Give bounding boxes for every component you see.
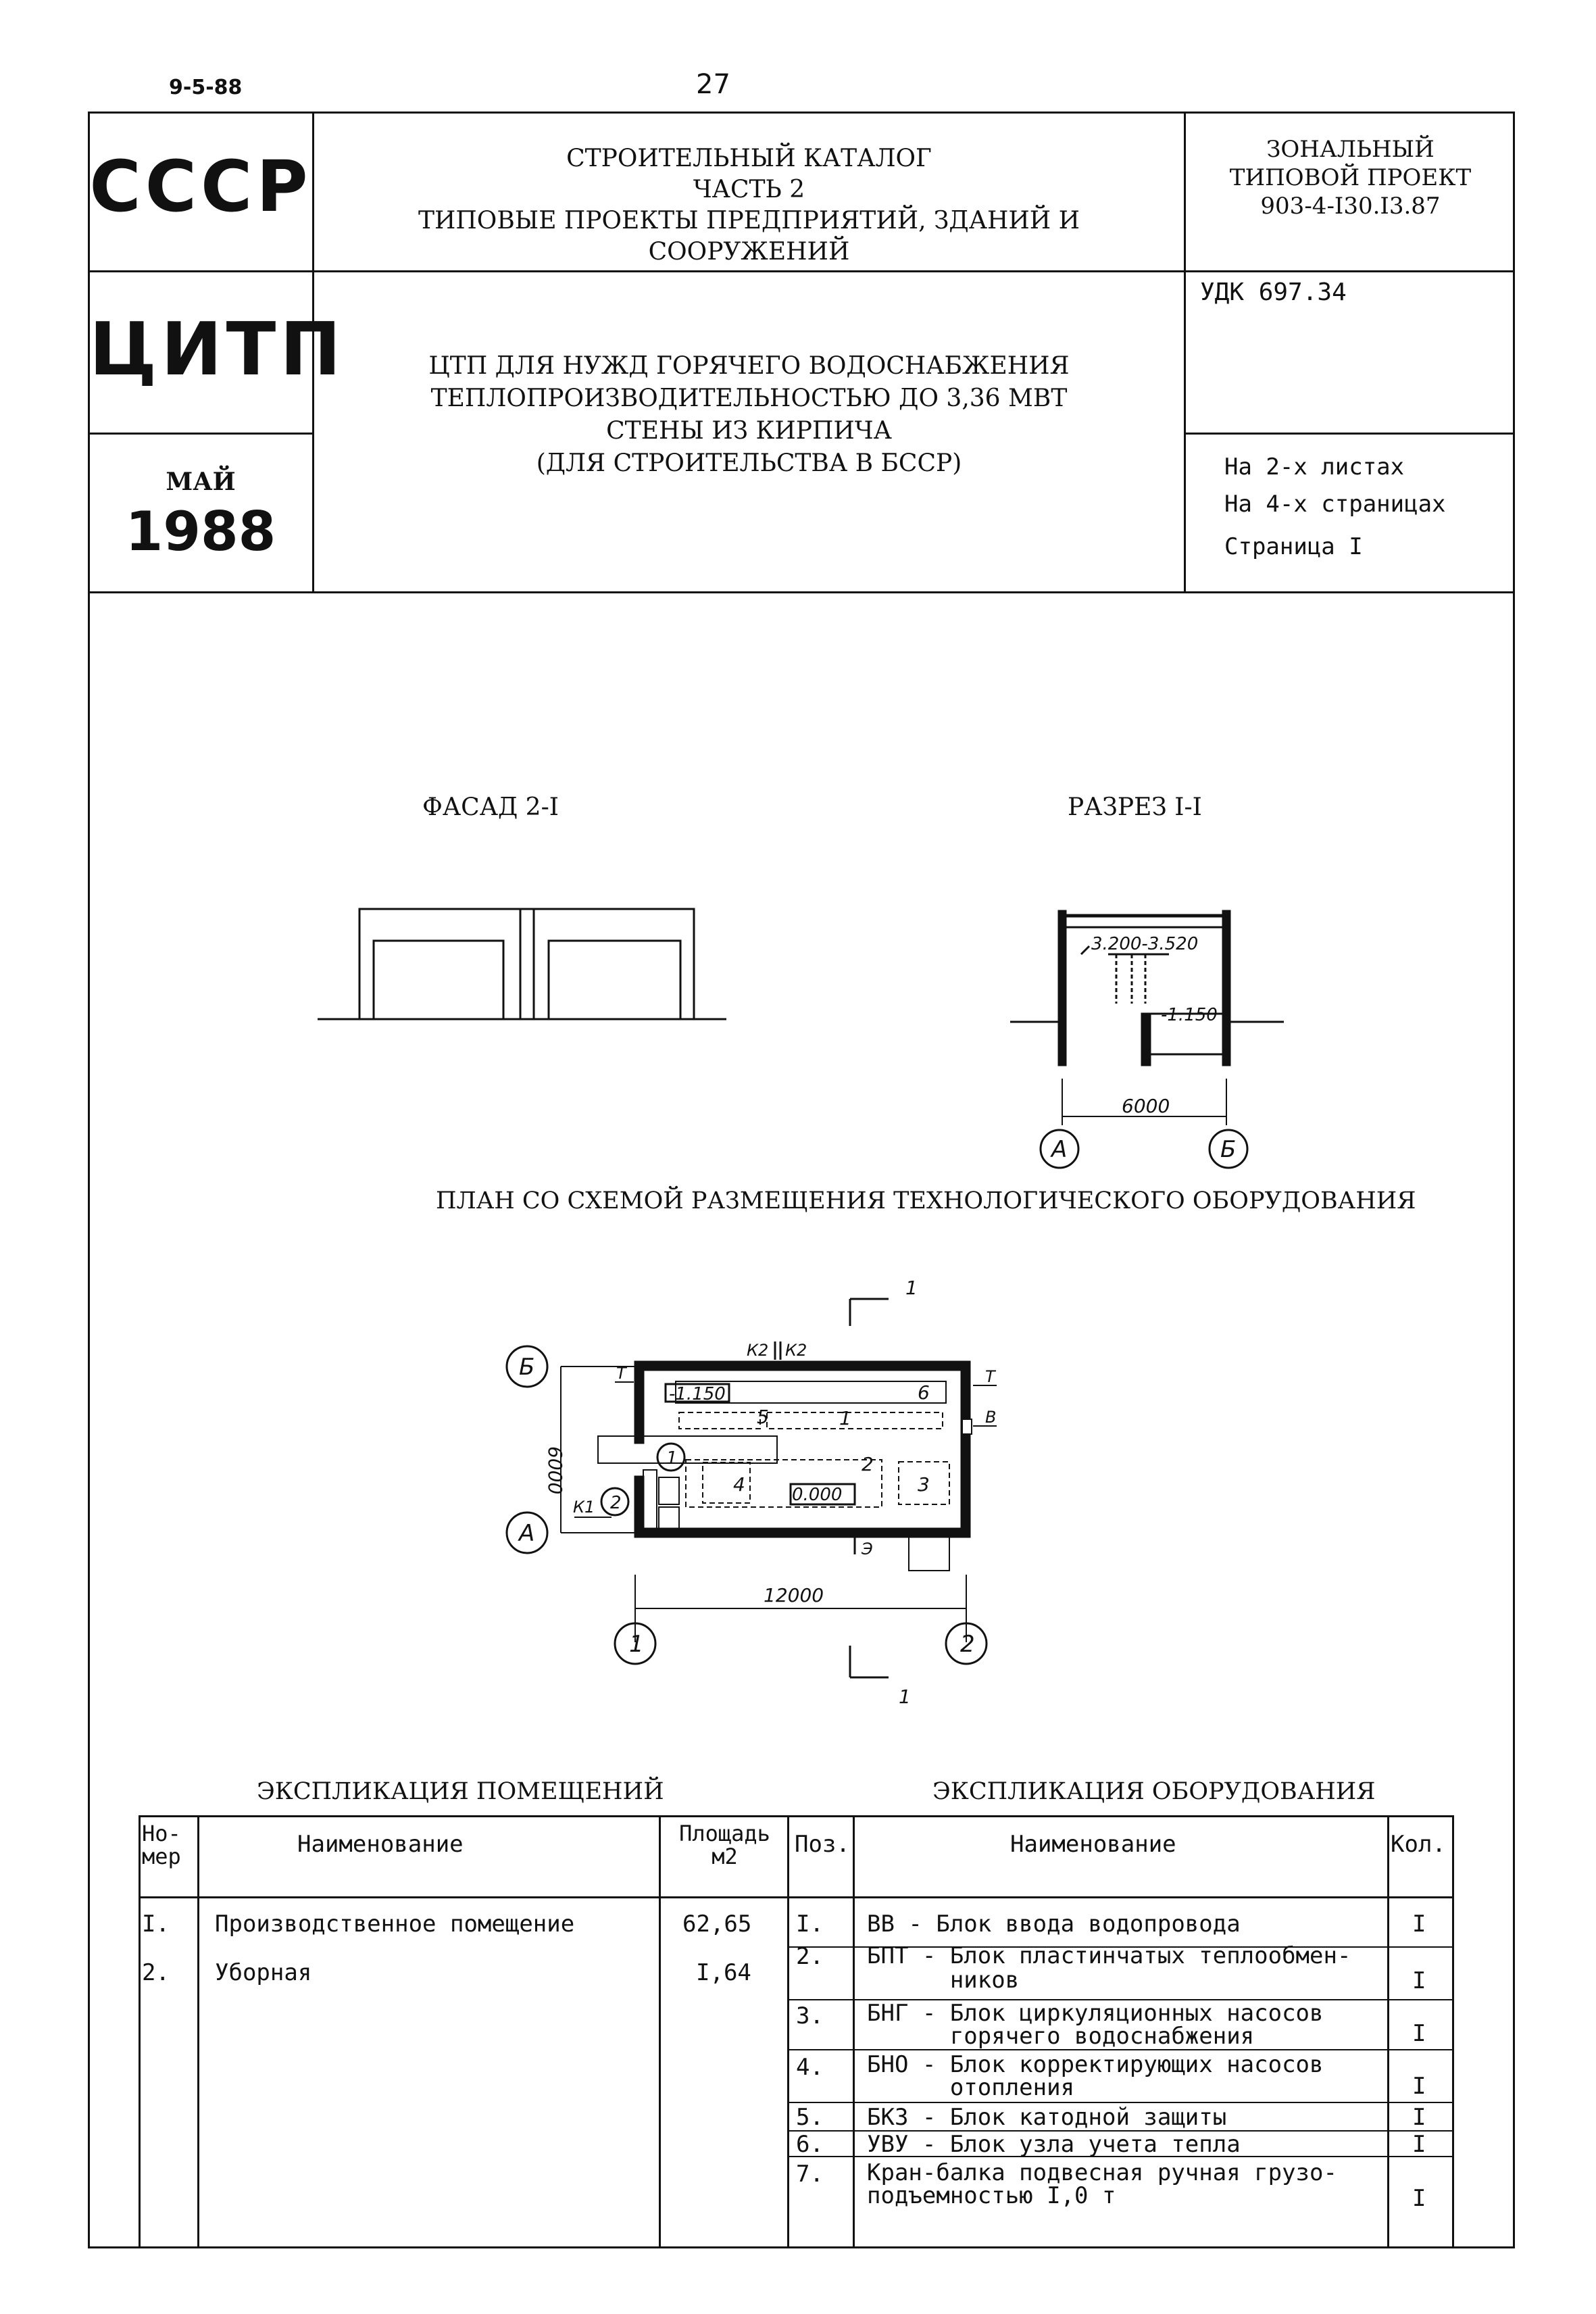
table-row <box>142 1960 170 1986</box>
rooms-col-number <box>142 1822 181 1868</box>
plan-cut-mark-bottom: 1 <box>899 1685 911 1708</box>
current-page: Страница I <box>1224 533 1363 560</box>
equip-pos: I. <box>796 1911 824 1938</box>
equip-pos: 5. <box>796 2104 824 2131</box>
description-line-4: (ДЛЯ СТРОИТЕЛЬСТВА В БССР) <box>536 449 962 477</box>
catalog-line-2: ЧАСТЬ 2 <box>693 176 805 203</box>
sheets-count: На 2-х листах <box>1224 453 1405 481</box>
plan-t-right: Т <box>985 1367 995 1386</box>
equipment-col-pos: Поз. <box>795 1831 850 1858</box>
sheet-code: 9-5-88 <box>169 76 243 99</box>
org-country: СССР <box>89 145 312 228</box>
section-axis-b: Б <box>1220 1136 1237 1163</box>
plan-equip-5: 5 <box>757 1406 769 1428</box>
equip-line: подъемностью I,0 т <box>867 2182 1116 2209</box>
pages-count: На 4-х страницах <box>1224 491 1446 518</box>
equip-line: БНГ - Блок циркуляционных насосов <box>867 2000 1324 2027</box>
equip-line: отопления <box>867 2074 1075 2101</box>
plan-equip-6: 6 <box>918 1381 930 1404</box>
plan-axis-b: Б <box>519 1354 535 1381</box>
equip-line: ВВ - Блок ввода водопровода <box>867 1911 1241 1938</box>
section-height-range: 3.200-3.520 <box>1091 934 1199 954</box>
description-line-3: СТЕНЫ ИЗ КИРПИЧА <box>606 417 892 445</box>
equip-pos: 4. <box>796 2054 824 2081</box>
plan-pit-level: -1.150 <box>669 1384 726 1404</box>
equip-line: УВУ - Блок узла учета тепла <box>867 2131 1241 2158</box>
equip-pos: 3. <box>796 2002 824 2029</box>
equip-qty: I <box>1412 2104 1426 2131</box>
plan-equip-4: 4 <box>733 1473 745 1496</box>
equip-qty: I <box>1412 1911 1426 1938</box>
equip-qty: I <box>1412 2073 1426 2100</box>
table-row <box>142 1911 170 1937</box>
rooms-col-area <box>662 1822 787 1868</box>
plan-k1-label: К1 <box>573 1498 595 1517</box>
facade-drawing <box>318 909 726 1019</box>
room-area: I,64 <box>696 1959 751 1986</box>
plan-k2-right: К2 <box>785 1341 807 1360</box>
section-title: РАЗРЕЗ I-I <box>1068 793 1202 821</box>
room-name: Производственное помещение <box>215 1911 575 1938</box>
plan-room-1: 1 <box>666 1448 678 1469</box>
equipment-col-qty: Кол. <box>1391 1831 1446 1858</box>
equip-qty: I <box>1412 2131 1426 2158</box>
udk-code: УДК 697.34 <box>1200 278 1347 306</box>
section-pit-level: -1.150 <box>1161 1005 1218 1025</box>
equip-pos: 7. <box>796 2161 824 2188</box>
equip-name <box>867 2002 1324 2048</box>
equip-name <box>867 2053 1324 2099</box>
plan-axis-2: 2 <box>960 1631 975 1658</box>
equip-line: БКЗ - Блок катодной защиты <box>867 2104 1227 2131</box>
section-axis-a: А <box>1051 1136 1068 1163</box>
room-number: I. <box>142 1911 170 1938</box>
facade-title: ФАСАД 2-I <box>422 793 559 821</box>
plan-room-2: 2 <box>610 1493 622 1513</box>
page-number: 27 <box>696 69 730 100</box>
room-area: 62,65 <box>682 1911 752 1938</box>
project-number: 903-4-I30.I3.87 <box>1260 193 1441 220</box>
plan-floor-level: 0.000 <box>792 1485 843 1505</box>
plan-axis-a: А <box>519 1520 535 1547</box>
plan-equip-2: 2 <box>862 1453 874 1475</box>
equip-pos: 2. <box>796 1943 824 1970</box>
equip-pos: 6. <box>796 2131 824 2158</box>
org-short: ЦИТП <box>89 307 345 392</box>
section-width: 6000 <box>1122 1095 1170 1117</box>
plan-length-dim: 12000 <box>764 1584 824 1606</box>
plan-axis-1: 1 <box>629 1631 644 1658</box>
rooms-table-title: ЭКСПЛИКАЦИЯ ПОМЕЩЕНИЙ <box>257 1778 664 1805</box>
equip-line: БПТ - Блок пластинчатых теплообмен- <box>867 1942 1351 1969</box>
equip-line: горячего водоснабжения <box>867 2023 1255 2050</box>
plan-k2-left: К2 <box>747 1341 769 1360</box>
rooms-col-area-line-2: м2 <box>712 1844 738 1869</box>
description-line-2: ТЕПЛОПРОИЗВОДИТЕЛЬНОСТЬЮ ДО 3,36 МВТ <box>430 385 1068 412</box>
equipment-table-title: ЭКСПЛИКАЦИЯ ОБОРУДОВАНИЯ <box>932 1778 1376 1805</box>
plan-cut-mark-top: 1 <box>905 1277 918 1299</box>
plan-equip-1: 1 <box>839 1407 851 1429</box>
plan-v-right: В <box>985 1408 997 1427</box>
plan-equip-3: 3 <box>918 1473 930 1496</box>
project-type-line-1: ЗОНАЛЬНЫЙ <box>1266 136 1435 163</box>
equip-qty: I <box>1412 2020 1426 2047</box>
equip-name <box>867 2161 1337 2207</box>
room-number: 2. <box>142 1959 170 1986</box>
equip-qty: I <box>1412 2185 1426 2212</box>
rooms-col-name: Наименование <box>297 1831 464 1858</box>
issue-year: 1988 <box>125 500 276 563</box>
plan-e-label: Э <box>862 1540 873 1558</box>
catalog-line-1: СТРОИТЕЛЬНЫЙ КАТАЛОГ <box>566 145 932 172</box>
catalog-line-3: ТИПОВЫЕ ПРОЕКТЫ ПРЕДПРИЯТИЙ, ЗДАНИЙ И СООРУЖЕНИЙ <box>418 207 1080 266</box>
equip-name <box>867 1944 1351 1992</box>
rooms-col-number-line-1: Но- <box>142 1821 181 1846</box>
rooms-col-number-line-2: мер <box>142 1844 181 1869</box>
equip-line: Кран-балка подвесная ручная грузо- <box>867 2159 1337 2186</box>
project-type-line-2: ТИПОВОЙ ПРОЕКТ <box>1229 164 1472 191</box>
equip-line: ников <box>867 1967 1020 1994</box>
equip-qty: I <box>1412 1967 1426 1994</box>
plan-title: ПЛАН СО СХЕМОЙ РАЗМЕЩЕНИЯ ТЕХНОЛОГИЧЕСКОГО ОБОРУДОВАНИЯ <box>436 1187 1416 1214</box>
issue-month: МАЙ <box>166 468 236 496</box>
room-name: Уборная <box>215 1959 312 1986</box>
equip-line: БНО - Блок корректирующих насосов <box>867 2051 1324 2078</box>
rooms-col-area-line-1: Площадь <box>679 1821 770 1846</box>
equip-name <box>867 2104 1226 2130</box>
plan-t-left: Т <box>616 1364 626 1383</box>
equipment-col-name: Наименование <box>1010 1831 1176 1858</box>
plan-width-dim: 6000 <box>544 1446 566 1495</box>
description-line-1: ЦТП ДЛЯ НУЖД ГОРЯЧЕГО ВОДОСНАБЖЕНИЯ <box>428 352 1070 380</box>
equip-name <box>867 1911 1241 1937</box>
equip-name <box>867 2132 1241 2157</box>
